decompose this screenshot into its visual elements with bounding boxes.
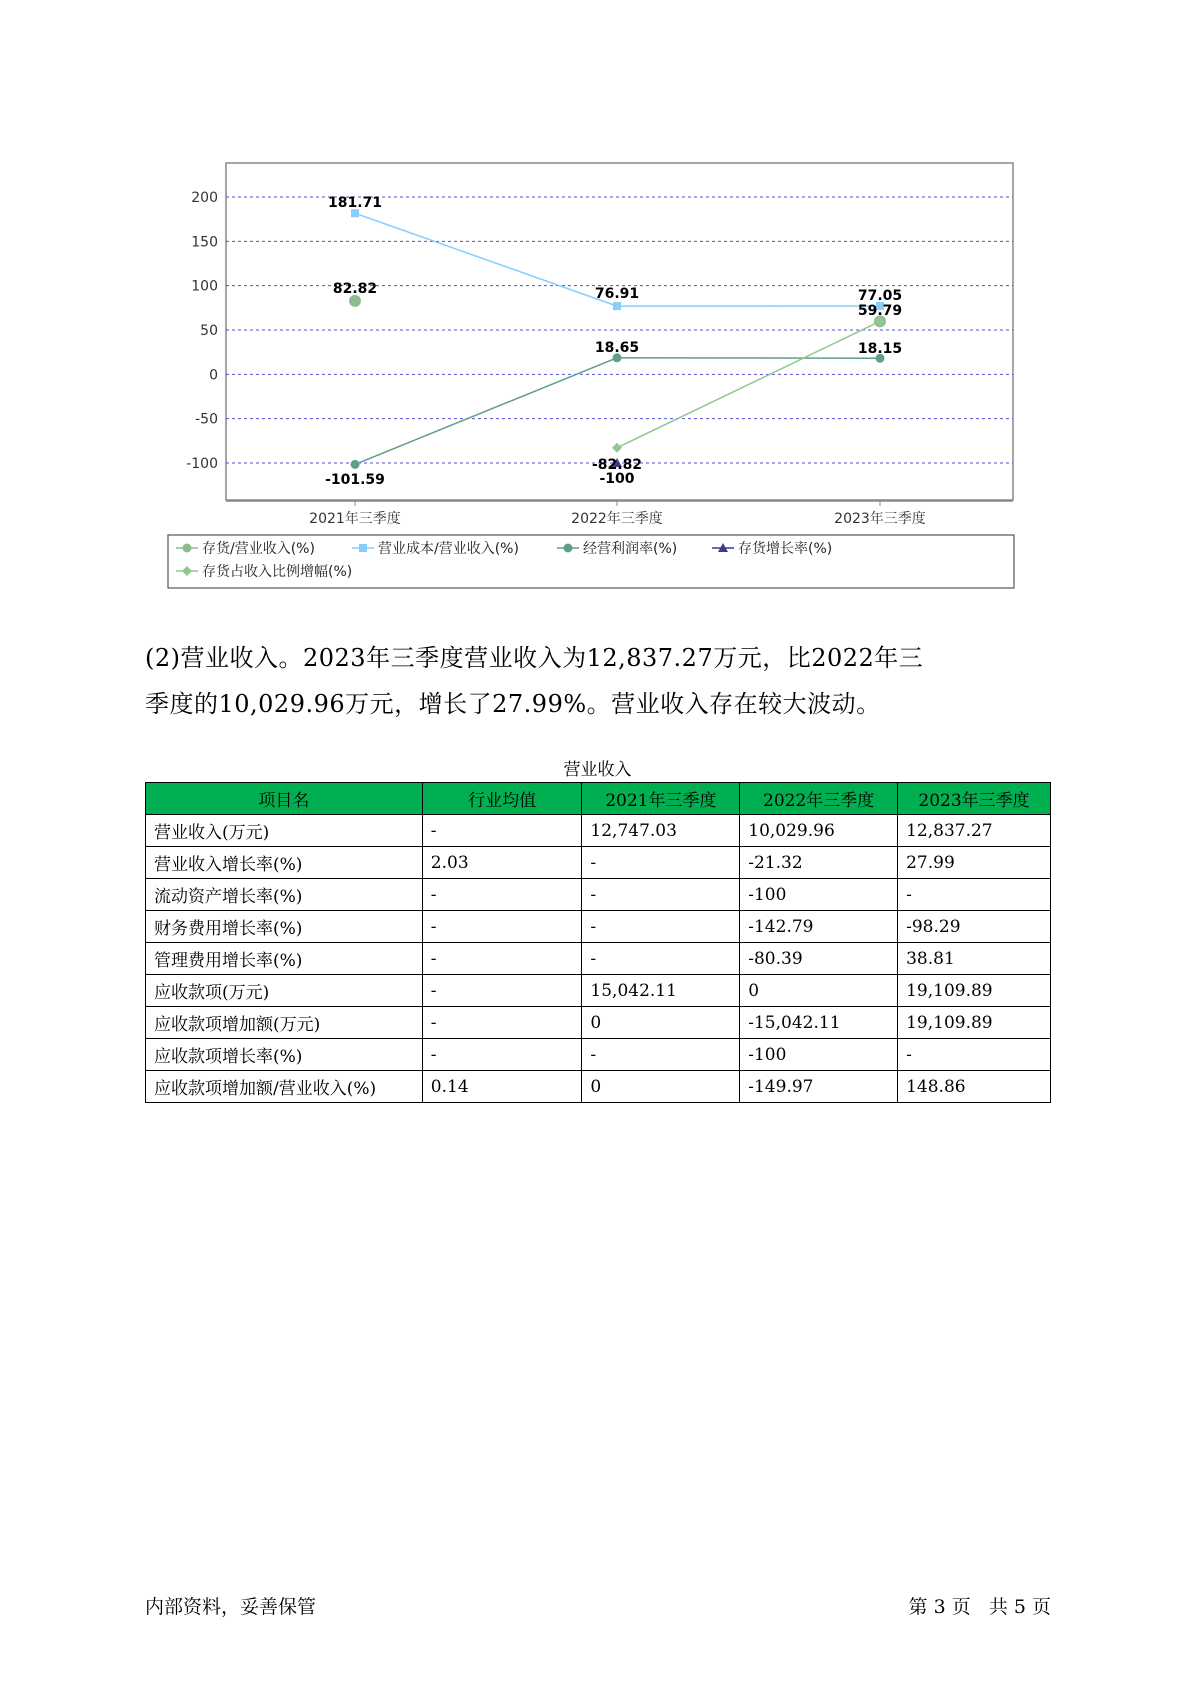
table-cell: 营业收入增长率(%) — [146, 847, 423, 879]
table-cell: - — [422, 943, 582, 975]
legend-swatch-marker — [183, 544, 192, 553]
table-cell: 0 — [582, 1007, 740, 1039]
legend-entry: 存货占收入比例增幅(%) — [202, 564, 353, 580]
footer-page-number: 第 3 页 共 5 页 — [908, 1596, 1051, 1618]
table-cell: - — [582, 1039, 740, 1071]
table-cell: -21.32 — [740, 847, 898, 879]
table-cell: 15,042.11 — [582, 975, 740, 1007]
legend-swatch-marker — [359, 544, 367, 552]
y-tick-label: 0 — [209, 367, 218, 384]
table-header-row — [146, 783, 1051, 815]
legend-entry: 营业成本/营业收入(%) — [378, 541, 519, 557]
paragraph-line-1: (2)营业收入。2023年三季度营业收入为12,837.27万元，比2022年三 — [145, 644, 924, 672]
data-point — [351, 460, 360, 469]
y-tick-label: -50 — [195, 411, 218, 428]
table-cell: - — [422, 975, 582, 1007]
table-row — [146, 847, 1051, 879]
table-caption: 营业收入 — [563, 760, 632, 780]
table-cell: 10,029.96 — [740, 815, 898, 847]
table-row — [146, 1071, 1051, 1103]
table-cell: - — [582, 879, 740, 911]
table-cell: 38.81 — [898, 943, 1051, 975]
legend-swatch-marker — [564, 544, 573, 553]
table-row — [146, 1007, 1051, 1039]
revenue-table — [145, 782, 1051, 1103]
table-row — [146, 879, 1051, 911]
y-tick-label: -100 — [186, 456, 218, 472]
table-cell: 12,837.27 — [898, 815, 1051, 847]
table-cell: - — [422, 1007, 582, 1039]
data-label: -82.82 — [591, 457, 643, 473]
y-tick-label: 100 — [191, 278, 218, 295]
data-label: -101.59 — [325, 472, 385, 488]
table-cell: 148.86 — [898, 1071, 1051, 1103]
y-tick-label: 200 — [191, 190, 218, 206]
table-cell: -80.39 — [740, 943, 898, 975]
x-tick-label: 2023年三季度 — [834, 511, 926, 527]
table-cell: 财务费用增长率(%) — [146, 911, 423, 943]
paragraph-line-2: 季度的10,029.96万元，增长了27.99%。营业收入存在较大波动。 — [145, 690, 881, 718]
table-row — [146, 943, 1051, 975]
y-tick-label: 150 — [191, 234, 218, 251]
header-2023q3: 2023年三季度 — [898, 783, 1051, 815]
data-label: 59.79 — [857, 303, 903, 319]
data-label: 181.71 — [327, 195, 383, 211]
table-row — [146, 1039, 1051, 1071]
table-cell: - — [582, 911, 740, 943]
data-label: -100 — [599, 471, 635, 487]
table-cell: -100 — [740, 879, 898, 911]
table-cell: 管理费用增长率(%) — [146, 943, 423, 975]
header-2022q3: 2022年三季度 — [740, 783, 898, 815]
footer-confidential: 内部资料，妥善保管 — [145, 1596, 317, 1618]
table-cell: 流动资产增长率(%) — [146, 879, 423, 911]
data-label: 77.05 — [857, 288, 903, 304]
header-industry-avg: 行业均值 — [422, 783, 582, 815]
data-point — [613, 302, 621, 310]
table-cell: - — [422, 911, 582, 943]
legend-entry: 经营利润率(%) — [583, 541, 678, 557]
table-row — [146, 815, 1051, 847]
table-cell: - — [898, 1039, 1051, 1071]
table-cell: 12,747.03 — [582, 815, 740, 847]
table-cell: -142.79 — [740, 911, 898, 943]
legend-entry: 存货增长率(%) — [738, 541, 833, 557]
x-tick-label: 2022年三季度 — [571, 511, 663, 527]
table-cell: - — [422, 879, 582, 911]
table-cell: 应收款项增长率(%) — [146, 1039, 423, 1071]
table-cell: -100 — [740, 1039, 898, 1071]
table-cell: -98.29 — [898, 911, 1051, 943]
table-cell: 0 — [740, 975, 898, 1007]
data-label: 82.82 — [332, 281, 378, 297]
data-label: 18.15 — [857, 341, 903, 357]
table-cell: 27.99 — [898, 847, 1051, 879]
table-cell: 0.14 — [422, 1071, 582, 1103]
header-2021q3: 2021年三季度 — [582, 783, 740, 815]
table-cell: 营业收入(万元) — [146, 815, 423, 847]
data-label: 18.65 — [594, 340, 640, 356]
table-cell: 19,109.89 — [898, 975, 1051, 1007]
header-item: 项目名 — [146, 783, 423, 815]
table-cell: 应收款项增加额/营业收入(%) — [146, 1071, 423, 1103]
table-cell: 19,109.89 — [898, 1007, 1051, 1039]
data-label: 76.91 — [594, 286, 640, 302]
table-cell: - — [582, 847, 740, 879]
table-cell: 0 — [582, 1071, 740, 1103]
table-cell: - — [582, 943, 740, 975]
table-cell: -15,042.11 — [740, 1007, 898, 1039]
legend-entry: 存货/营业收入(%) — [202, 541, 315, 557]
table-cell: 应收款项增加额(万元) — [146, 1007, 423, 1039]
table-cell: 2.03 — [422, 847, 582, 879]
x-tick-label: 2021年三季度 — [309, 511, 401, 527]
table-row — [146, 975, 1051, 1007]
table-cell: - — [898, 879, 1051, 911]
table-cell: -149.97 — [740, 1071, 898, 1103]
line-chart — [0, 0, 1191, 600]
table-cell: - — [422, 1039, 582, 1071]
y-tick-label: 50 — [200, 323, 218, 339]
table-row — [146, 911, 1051, 943]
table-cell: 应收款项(万元) — [146, 975, 423, 1007]
table-cell: - — [422, 815, 582, 847]
chart-svg — [0, 0, 1191, 600]
